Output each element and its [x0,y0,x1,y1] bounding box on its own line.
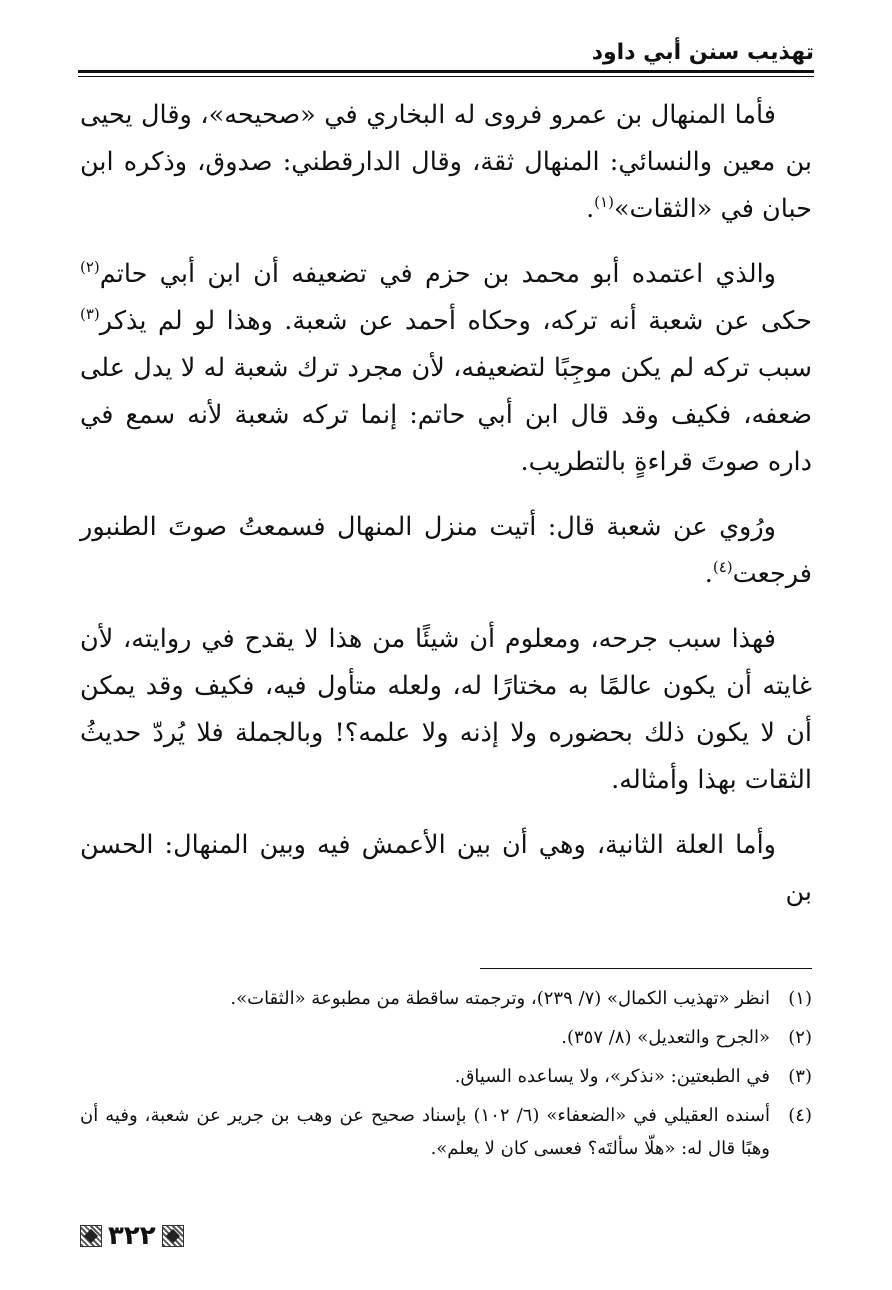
header-title: تهذيب سنن أبي داود [591,40,814,65]
footnote-ref-4[interactable]: (٤) [712,558,733,576]
footnote-4 [80,1099,812,1165]
header-rule-thin [78,76,814,77]
page-number-ornament-icon [80,1225,102,1247]
footnote-number: (٣) [788,1066,812,1087]
footnote-number: (١) [788,988,812,1009]
page-number-block [80,1220,184,1252]
paragraph-2: والذي اعتمده أبو محمد بن حزم في تضعيفه أن ابن أبي حاتم$^{(٢)}$ حكى عن شعبة أنه تركه، وحكاه أحمد عن شعبة. وهذا لو لم يذكر$^{(٣)}$ سبب تركه لم يكن موجِبًا لتضعيفه، لأن مجرد ترك شعبة له لا يدل على ضعفه، فكيف وقد قال ابن أبي حاتم: إنما تركه شعبة لأنه سمع في داره صوتَ قراءةٍ بالتطريب. [80,258,812,477]
footnote-2 [80,1021,812,1054]
running-header [78,38,814,72]
footnote-ref-3[interactable]: (٣) [80,305,100,323]
footnote-text: في الطبعتين: «نذكر»، ولا يساعده السياق. [454,1066,770,1087]
paragraph-4: فهذا سبب جرحه، ومعلوم أن شيئًا من هذا لا يقدح في روايته، لأن غايته أن يكون عالمًا به مختارًا له، ولعله متأول فيه، فكيف وقد يمكن أن لا يكون ذلك بحضوره ولا إذنه ولا علمه؟! وبالجملة فلا يُردّ حديثُ الثقات بهذا وأمثاله. [80,624,812,795]
footnote-separator [480,968,812,969]
footnote-ref-2[interactable]: (٢) [80,258,100,276]
main-text [80,92,812,934]
paragraph-1: فأما المنهال بن عمرو فروى له البخاري في «صحيحه»، وقال يحيى بن معين والنسائي: المنهال ثقة، وقال الدارقطني: صدوق، وذكره ابن حبان في «الثقات»$^{(١)}$. [80,100,812,224]
footnote-number: (٤) [788,1105,812,1126]
footnote-ref-1[interactable]: (١) [594,193,614,211]
paragraph-3: ورُوي عن شعبة قال: أتيت منزل المنهال فسمعتُ صوتَ الطنبور فرجعت$^{(٤)}$. [80,512,812,589]
footnotes [80,982,812,1171]
paragraph-5: وأما العلة الثانية، وهي أن بين الأعمش فيه وبين المنهال: الحسن بن [80,830,812,907]
footnote-text: «الجرح والتعديل» (٨/ ٣٥٧). [561,1027,770,1048]
footnote-1 [80,982,812,1015]
header-rule-thick [78,70,814,73]
page-number: ٣٢٢ [108,1221,156,1251]
footnote-3 [80,1060,812,1093]
footnote-number: (٢) [788,1027,812,1048]
footnote-text: انظر «تهذيب الكمال» (٧/ ٢٣٩)، وترجمته ساقطة من مطبوعة «الثقات». [230,988,770,1009]
footnote-text: أسنده العقيلي في «الضعفاء» (٦/ ١٠٢) بإسناد صحيح عن وهب بن جرير عن شعبة، وفيه أن وهبًا قال له: «هلّا سألتَه؟ فعسى كان لا يعلم». [80,1105,771,1159]
page-number-ornament-icon [162,1225,184,1247]
